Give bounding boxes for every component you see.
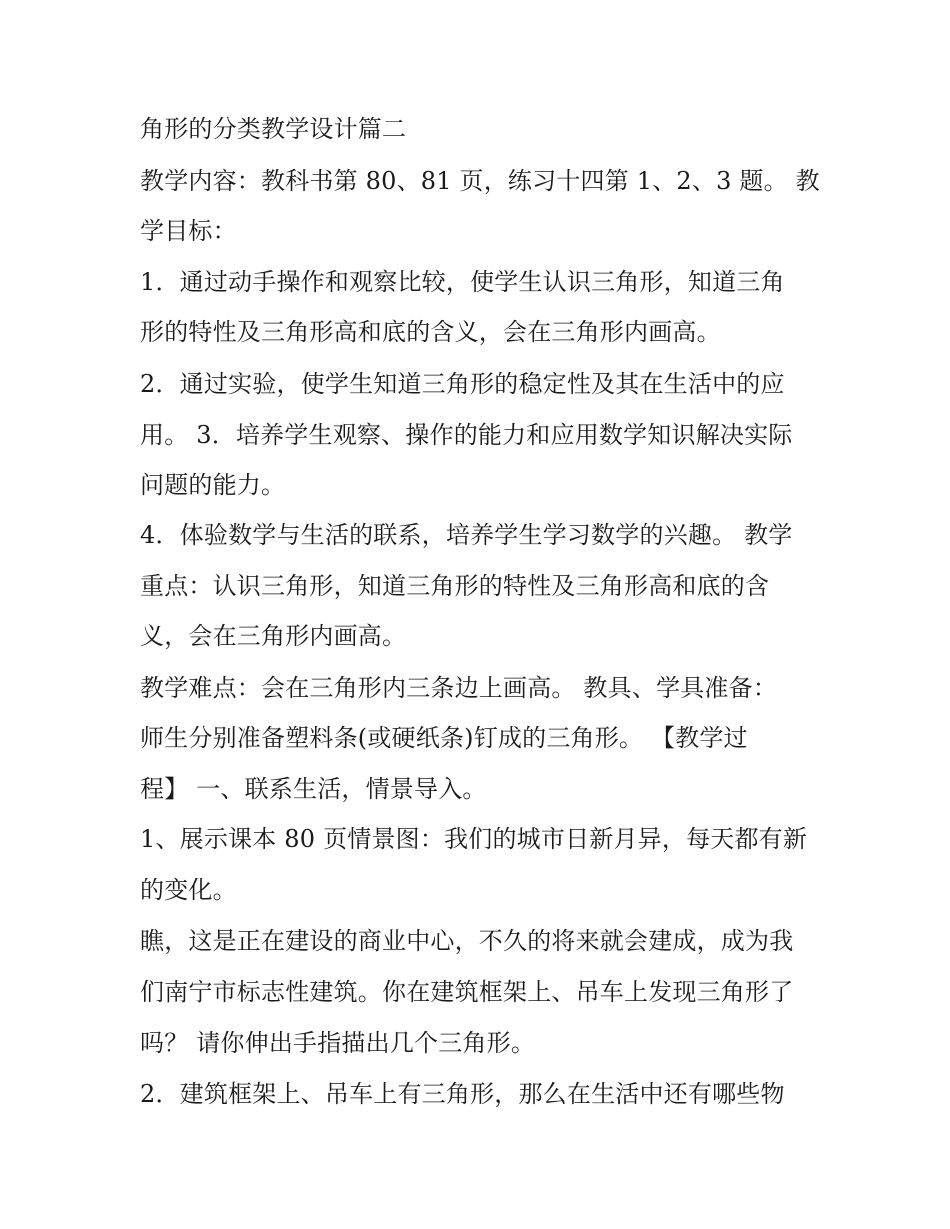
text-line: 用。 3．培养学生观察、操作的能力和应用数学知识解决实际 — [140, 421, 793, 449]
text-line: 2．建筑框架上、吊车上有三角形，那么在生活中还有哪些物 — [140, 1080, 785, 1108]
text-line: 教学难点：会在三角形内三条边上画高。 教具、学具准备： — [140, 674, 778, 702]
text-line: 问题的能力。 — [140, 471, 286, 499]
text-line: 重点：认识三角形，知道三角形的特性及三角形高和底的含 — [140, 572, 770, 600]
text-line: 1、展示课本 80 页情景图：我们的城市日新月异，每天都有新 — [140, 825, 808, 853]
text-line: 教学内容：教科书第 80、81 页，练习十四第 1、2、3 题。 教 — [140, 167, 820, 195]
text-line: 4．体验数学与生活的联系，培养学生学习数学的兴趣。 教学 — [140, 521, 793, 549]
text-line: 义，会在三角形内画高。 — [140, 622, 407, 650]
text-line: 1．通过动手操作和观察比较，使学生认识三角形，知道三角 — [140, 268, 785, 296]
text-line: 们南宁市标志性建筑。你在建筑框架上、吊车上发现三角形了 — [140, 978, 794, 1006]
text-line: 师生分别准备塑料条(或硬纸条)钉成的三角形。 【教学过 — [140, 724, 748, 752]
document-heading: 角形的分类教学设计篇二 — [140, 115, 407, 143]
text-line: 形的特性及三角形高和底的含义，会在三角形内画高。 — [140, 318, 721, 346]
text-line: 2．通过实验，使学生知道三角形的稳定性及其在生活中的应 — [140, 370, 785, 398]
text-line: 吗？ 请你伸出手指描出几个三角形。 — [140, 1029, 536, 1057]
text-line: 学目标： — [140, 217, 237, 245]
text-line: 程】 一、联系生活，情景导入。 — [140, 775, 487, 803]
text-line: 瞧，这是正在建设的商业中心，不久的将来就会建成，成为我 — [140, 927, 794, 955]
text-line: 的变化。 — [140, 876, 237, 904]
